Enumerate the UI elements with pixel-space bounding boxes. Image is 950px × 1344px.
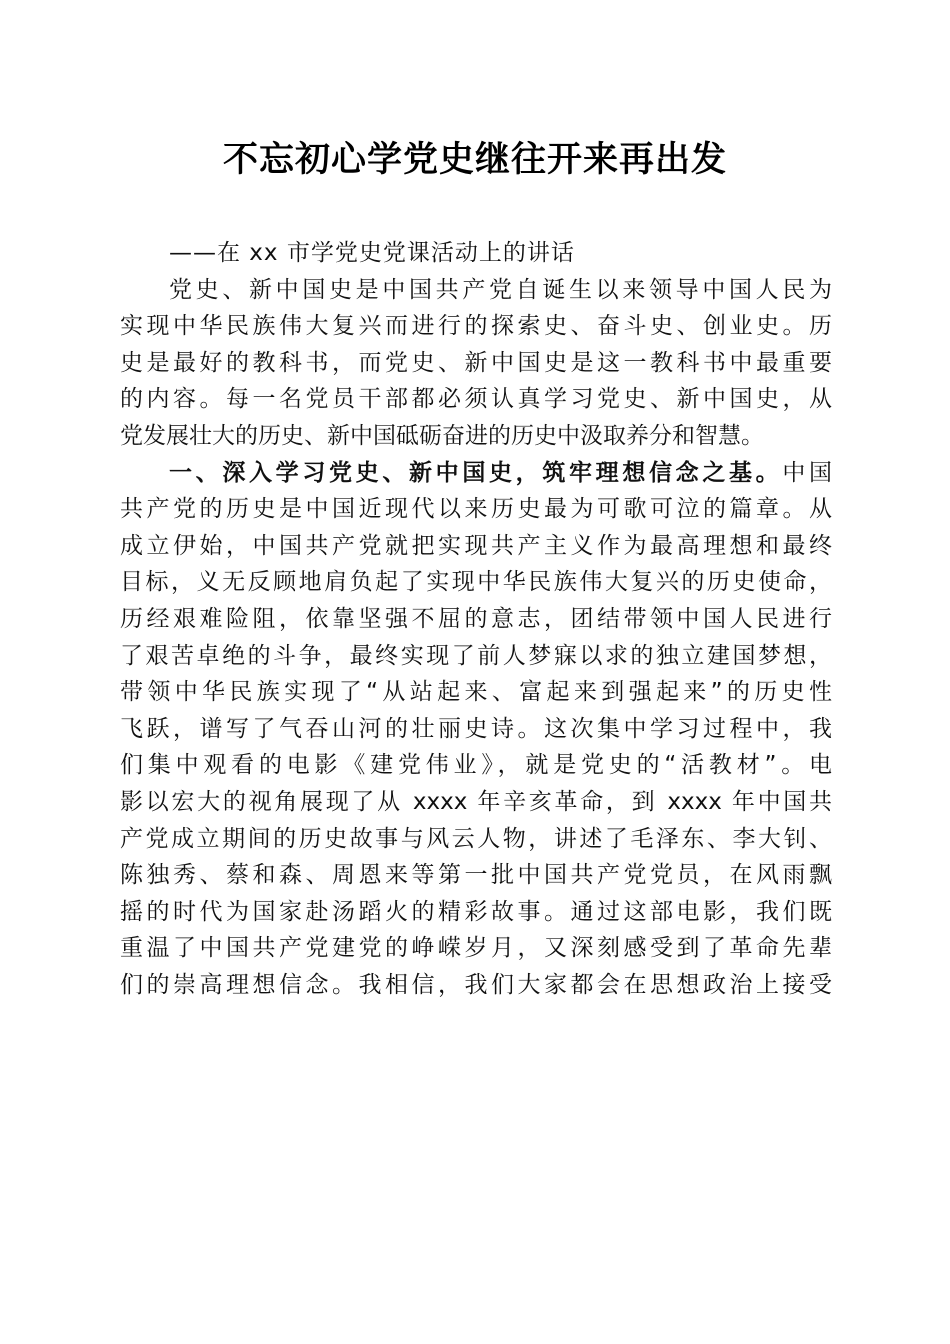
document-body <box>120 235 832 1003</box>
paragraph-line: 党史、新中国史是中国共产党自诞生以来领导中国人民为 <box>169 276 832 303</box>
paragraph-line: 摇的时代为国家赴汤蹈火的精彩故事。通过这部电影，我们既 <box>120 898 832 925</box>
paragraph-line: 实现中华民族伟大复兴而进行的探索史、奋斗史、创业史。历 <box>120 313 832 340</box>
section-heading-line <box>120 455 832 492</box>
paragraph-line: 们集中观看的电影《建党伟业》，就是党史的“活教材”。电 <box>120 752 832 779</box>
paragraph-line: 的内容。每一名党员干部都必须认真学习党史、新中国史，从 <box>120 386 832 413</box>
paragraph-section-1 <box>120 455 832 1004</box>
paragraph-line: 产党成立期间的历史故事与风云人物，讲述了毛泽东、李大钊、 <box>120 825 832 852</box>
document-subtitle: ——在 xx 市学党史党课活动上的讲话 <box>169 240 575 266</box>
paragraph-line: 党发展壮大的历史、新中国砥砺奋进的历史中汲取养分和智慧。 <box>120 422 764 449</box>
section-heading: 一、深入学习党史、新中国史，筑牢理想信念之基。 <box>169 459 783 486</box>
paragraph-line: 共产党的历史是中国近现代以来历史最为可歌可泣的篇章。从 <box>120 496 832 523</box>
paragraph-line: 成立伊始，中国共产党就把实现共产主义作为最高理想和最终 <box>120 532 832 559</box>
paragraph-line: 们的崇高理想信念。我相信，我们大家都会在思想政治上接受 <box>120 971 832 998</box>
document-title: 不忘初心学党史继往开来再出发 <box>222 139 727 180</box>
paragraph-line: 带领中华民族实现了“从站起来、富起来到强起来”的历史性 <box>120 679 832 706</box>
paragraph-text: 中国 <box>782 459 833 486</box>
paragraph-intro <box>120 272 832 455</box>
paragraph-line: 陈独秀、蔡和森、周恩来等第一批中国共产党党员，在风雨飘 <box>120 862 832 889</box>
paragraph-line: 了艰苦卓绝的斗争，最终实现了前人梦寐以求的独立建国梦想， <box>120 642 832 669</box>
paragraph-line: 飞跃，谱写了气吞山河的壮丽史诗。这次集中学习过程中，我 <box>120 715 832 742</box>
paragraph-line: 史是最好的教科书，而党史、新中国史是这一教科书中最重要 <box>120 349 832 376</box>
paragraph-line: 重温了中国共产党建党的峥嵘岁月，又深刻感受到了革命先辈 <box>120 935 832 962</box>
paragraph-line: 历经艰难险阻，依靠坚强不屈的意志，团结带领中国人民进行 <box>120 605 832 632</box>
paragraph-line: 目标，义无反顾地肩负起了实现中华民族伟大复兴的历史使命， <box>120 569 832 596</box>
paragraph-line: 影以宏大的视角展现了从 xxxx 年辛亥革命，到 xxxx 年中国共 <box>120 788 832 815</box>
